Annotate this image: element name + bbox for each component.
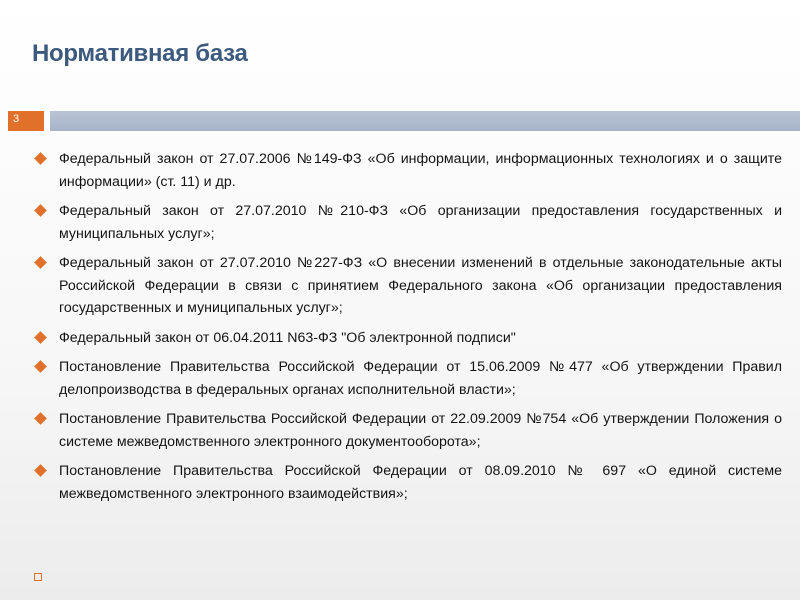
diamond-bullet-icon [34,256,47,269]
diamond-bullet-icon [34,464,47,477]
diamond-bullet-icon [34,360,47,373]
slide-title: Нормативная база [32,40,248,67]
diamond-bullet-icon [34,152,47,165]
bullet-text: Постановление Правительства Российской Федерации от 22.09.2009 №754 «Об утверждении Положения о системе межведомственного электронного документооборота»; [59,411,782,450]
list-item [36,148,782,193]
list-item [36,460,782,505]
header-divider-bar [50,111,800,131]
empty-bullet-icon [34,573,42,581]
list-item [36,408,782,453]
bullet-text: Федеральный закон от 27.07.2006 №149-ФЗ «Об информации, информационных технологиях и о защите информации» (ст. 11) и др. [59,151,782,190]
diamond-bullet-icon [34,331,47,344]
bullet-text: Федеральный закон от 27.07.2010 №210-ФЗ «Об организации предоставления государственных и муниципальных услуг»; [59,203,782,242]
bullet-text: Федеральный закон от 06.04.2011 N63-ФЗ "Об электронной подписи" [59,329,516,346]
list-item [36,327,782,350]
slide-number: 3 [13,113,20,125]
diamond-bullet-icon [34,412,47,425]
diamond-bullet-icon [34,204,47,217]
bullet-text: Постановление Правительства Российской Федерации от 15.06.2009 №477 «Об утверждении Правил делопроизводства в федеральных органах исполнительной власти»; [59,359,782,398]
bullet-text: Федеральный закон от 27.07.2010 №227-ФЗ «О внесении изменений в отдельные законодательные акты Российской Федерации в связи с принятием Федерального закона «Об организации предоставления государственных и муниципальных услуг»; [59,255,782,316]
bullet-list [36,148,782,512]
list-item [36,356,782,401]
list-item [36,252,782,320]
bullet-text: Постановление Правительства Российской Федерации от 08.09.2010 № 697 «О единой системе межведомственного электронного взаимодействия»; [59,463,782,502]
list-item [36,200,782,245]
